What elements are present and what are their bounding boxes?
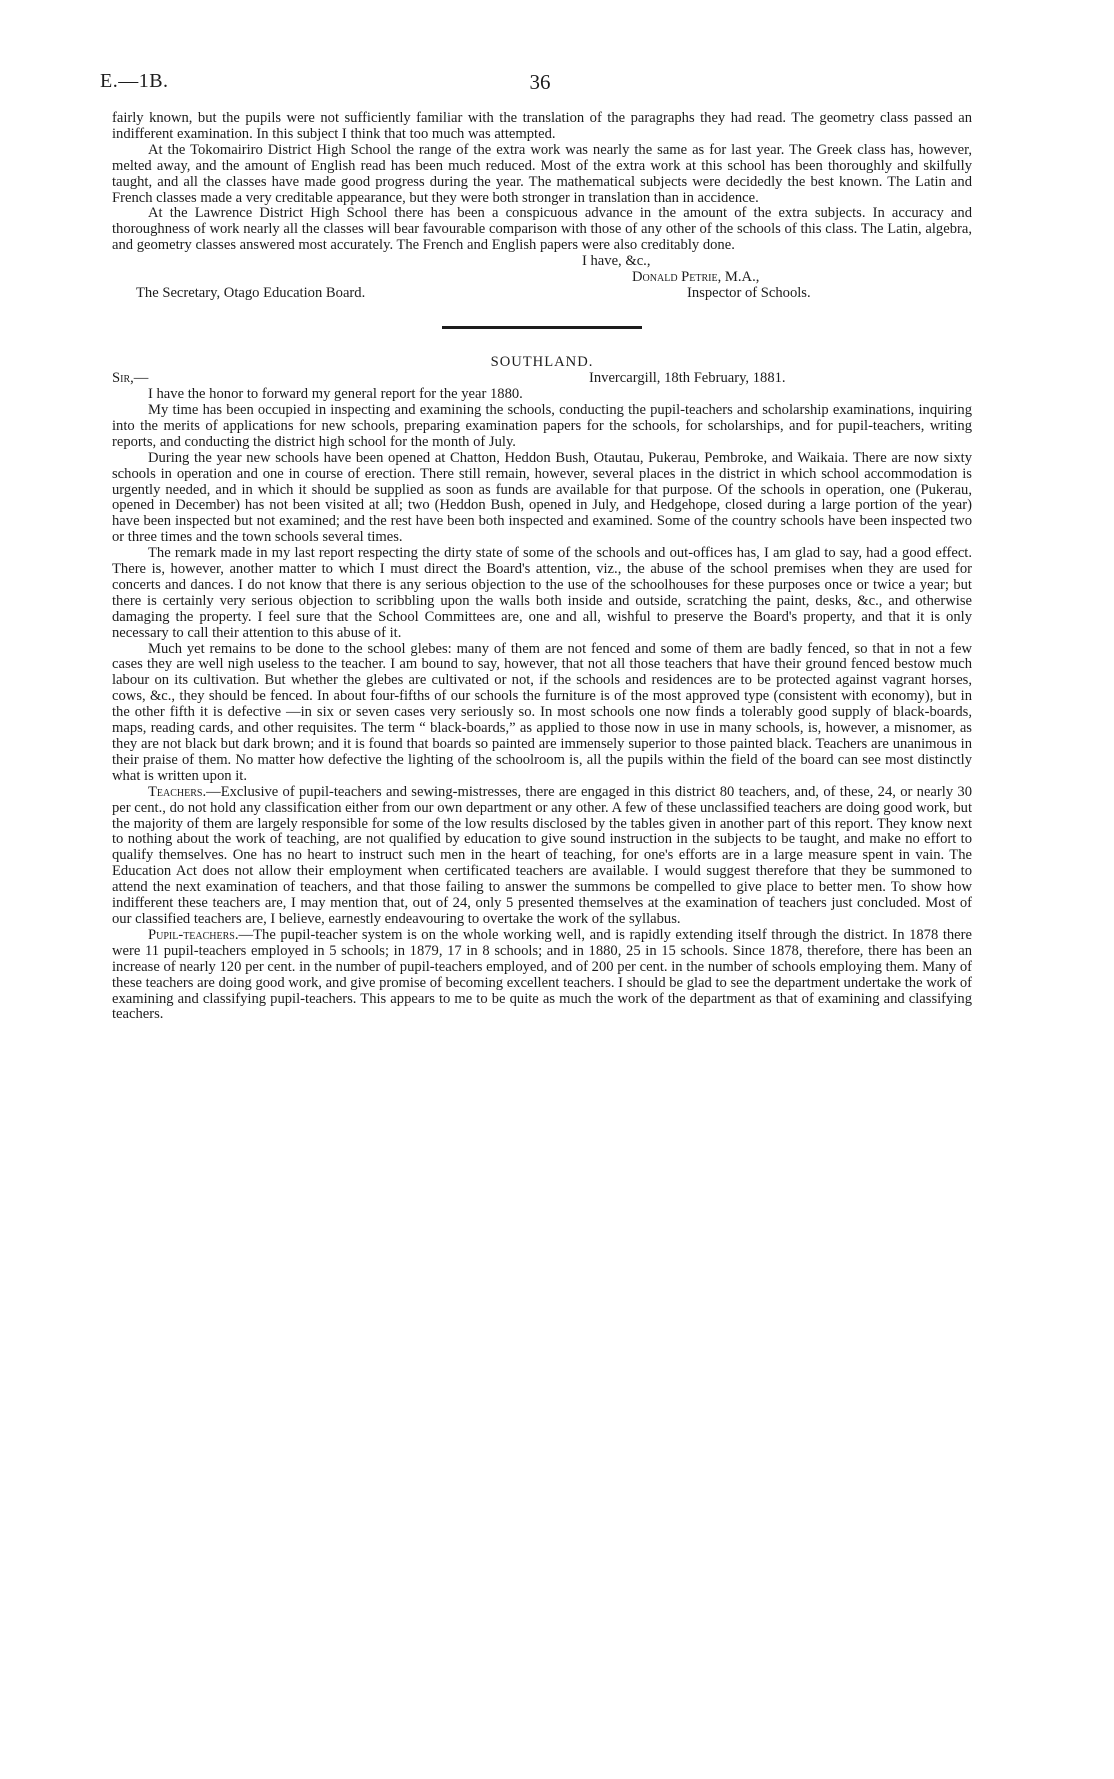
page-body [112,111,972,1023]
paragraph: The remark made in my last report respecting the dirty state of some of the schools and out-offices has, I am glad to say, had a good effect. There is, however, another matter to which I must direct the Board's attention, viz., the abuse of the school premises when they are used for concerts and dances. I do not know that there is any serious objection to the use of the schoolhouses for these purposes once or twice a year; but there is certainly very serious objection to scribbling upon the walls both inside and outside, scratching the paint, desks, &c., and otherwise damaging the property. I feel sure that the School Committees are, one and all, wishful to preserve the Board's property, and that it is only necessary to call their attention to this abuse of it. [112,545,972,641]
page-header [100,70,980,100]
paragraph: Much yet remains to be done to the school glebes: many of them are not fenced and some of them are badly fenced, so that in not a few cases they are well nigh useless to the teacher. I am bound to say, however, that not all those teachers that have their ground fenced bestow much labour on its cultivation. But whether the glebes are cultivated or not, if the schools and residences are to be protected against vagrant horses, cows, &c., they should be fenced. In about four-fifths of our schools the furniture is of the most approved type (consistent with economy), but in the other fifth it is defective —in six or seven cases very seriously so. In most schools one now finds a tolerably good supply of black-boards, maps, reading cards, and other requisites. The term “ black-boards,” as applied to those now in use in many schools, is, however, a misnomer, as they are not black but dark brown; and it is found that boards so painted are immensely superior to those painted black. Teachers are unanimous in their praise of them. No matter how defective the lighting of the schoolroom is, all the pupils within the field of the board can see most distinctly what is written upon it. [112,640,972,784]
section-heading: SOUTHLAND. [490,354,594,371]
paragraph: At the Lawrence District High School there has been a conspicuous advance in the amount of the extra subjects. In accuracy and thoroughness of work nearly all the classes will bear favourable comparison with those of any other of the schools of this class. The Latin, algebra, and geometry classes answered most accurately. The French and English papers were also creditably done. [112,205,972,254]
closing-phrase: I have, &c., [582,253,651,270]
page-number: 36 [529,70,551,94]
closing-line [112,254,972,270]
opening-line: I have the honor to forward my general report for the year 1880. [148,386,523,403]
addressee: The Secretary, Otago Education Board. [136,285,366,302]
section-divider [442,326,642,329]
signatory-name: Donald Petrie, M.A., [632,269,760,286]
pupil-teachers-heading: Pupil-teachers. [148,926,239,943]
teachers-heading: Teachers. [148,783,207,800]
document-reference: E.—1B. [100,70,169,92]
teachers-paragraph [112,785,972,928]
signature-line [112,270,972,286]
place-date: Invercargill, 18th February, 1881. [589,370,786,387]
paragraph: My time has been occupied in inspecting and examining the schools, conducting the pupil-teachers and scholarship examinations, inquiring into the merits of applications for new schools, preparing examination papers for the schools, for scholarships, and for pupil-teachers, writing reports, and conducting the district high school for the month of July. [112,401,972,450]
paragraph: fairly known, but the pupils were not sufficiently familiar with the translation of the paragraphs they had read. The geometry class passed an indifferent examination. In this subject I think that too much was attempted. [112,110,972,142]
paragraph: During the year new schools have been opened at Chatton, Heddon Bush, Otautau, Pukerau, Pembroke, and Waikaia. There are now sixty schools in operation and one in course of erection. There still remain, however, several places in the district in which school accommodation is urgently needed, and in which it should be supplied as soon as funds are available for that purpose. Of the schools in operation, one (Pukerau, opened in December) has not been visited at all; two (Heddon Bush, opened in July, and Hedgehope, closed during a large portion of the year) have been inspected but not examined; and the rest have been both inspected and examined. Some of the country schools have been inspected two or three times and the town schools several times. [112,449,972,546]
salutation-line [112,371,972,387]
salutation: Sir,— [112,370,149,387]
teachers-text: —Exclusive of pupil-teachers and sewing-mistresses, there are engaged in this district 80 teachers, and, of these, 24, or nearly 30 per cent., do not hold any classification either from our own department or any other. A few of these unclassified teachers are doing good work, but the majority of them are largely responsible for some of the low results disclosed by the tables given in another part of this report. They know next to nothing about the work of teaching, are not qualified by education to give sound instruction in the subjects to be taught, and make no effort to qualify themselves. One has no heart to instruct such men in the heart of teaching, for one's efforts are in a large measure spent in vain. The Education Act does not allow their employment when certificated teachers are available. I would suggest therefore that they be summoned to attend the next examination of teachers, and that those failing to answer the summons be compelled to give place to better men. To show how indifferent these teachers are, I may mention that, out of 24, only 5 presented themselves at the examination of teachers just concluded. Most of our classified teachers are, I believe, earnestly endeavouring to overtake the work of the syllabus. [112,783,972,927]
pupil-teachers-paragraph [112,928,972,1023]
addressee-line [112,286,972,302]
signatory-title: Inspector of Schools. [687,285,811,302]
paragraph: At the Tokomairiro District High School the range of the extra work was nearly the same as for last year. The Greek class has, however, melted away, and the amount of English read has been much reduced. Most of the extra work at this school has been thoroughly and skilfully taught, and all the classes have made good progress during the year. The mathematical subjects were decidedly the best known. The Latin and French classes made a very creditable appearance, but they were both stronger in translation than in accidence. [112,141,972,206]
pupil-teachers-text: —The pupil-teacher system is on the whole working well, and is rapidly extending itself through the district. In 1878 there were 11 pupil-teachers employed in 5 schools; in 1879, 17 in 8 schools; and in 1880, 25 in 15 schools. Since 1878, therefore, there has been an increase of nearly 120 per cent. in the number of pupil-teachers employed, and of 200 per cent. in the number of schools employing them. Many of these teachers are doing good work, and give promise of becoming excellent teachers. I should be glad to see the department undertake the work of examining and classifying pupil-teachers. This appears to me to be quite as much the work of the department as that of examining and classifying teachers. [112,926,972,1023]
